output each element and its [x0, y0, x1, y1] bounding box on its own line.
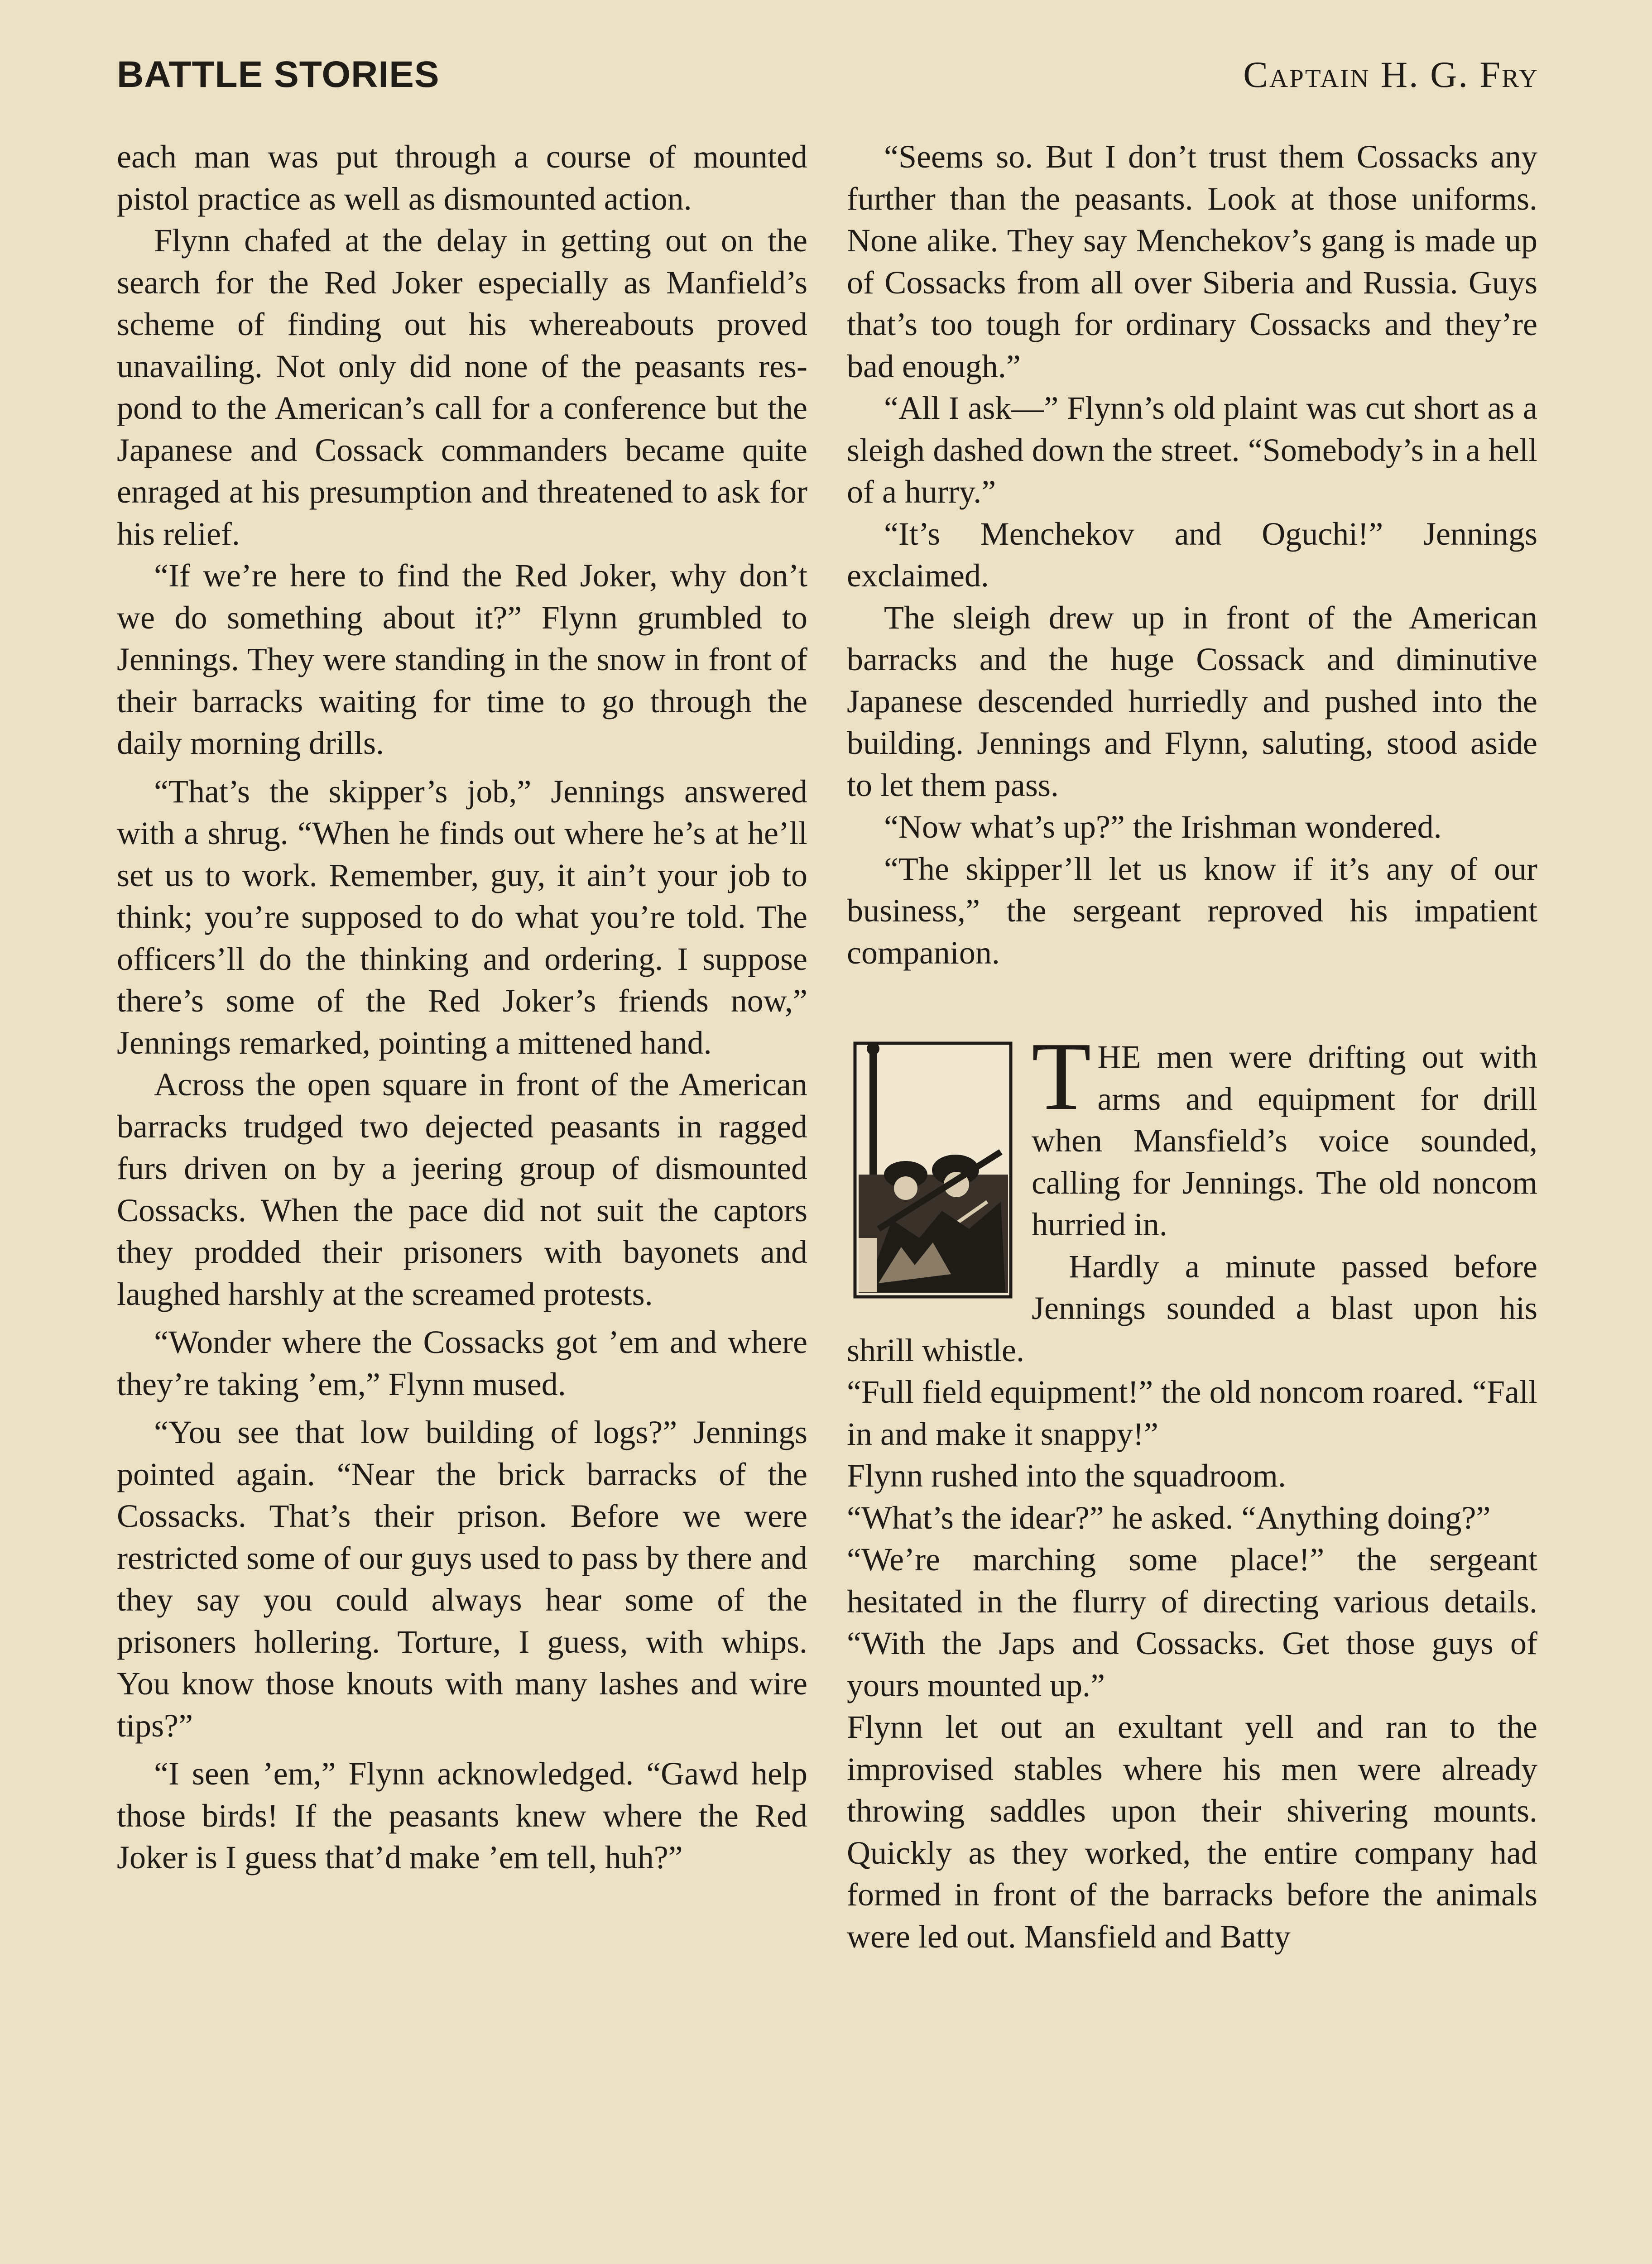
- paragraph: “Seems so. But I don’t trust them Cossacks any further than the peasants. Look at those uniforms. None alike. They say Menchekov’s gang is made up of Cossacks from all over Siberia and Russia. Guys that’s too tough for ordinary Cossacks and they’re bad enough.”: [847, 139, 1537, 384]
- paragraph: Flynn let out an exultant yell and ran to the improvised stables where his men were already throwing saddles upon their shivering mounts. Quickly as they worked, the entire company had formed in front of the barracks before the animals were led out. Mansfield and Batty: [847, 1709, 1537, 1955]
- right-column: [847, 136, 1537, 1957]
- paragraph: “If we’re here to find the Red Joker, why don’t we do something about it?” Flynn grumbled to Jennings. They were standing in the snow in front of their barracks waiting for time to go through the daily morning drills.: [117, 557, 807, 761]
- paragraph: “The skipper’ll let us know if it’s any of our business,” the sergeant reproved his impatient companion.: [847, 850, 1537, 971]
- paragraph: “Wonder where the Cossacks got ’em and where they’re taking ’em,” Flynn mused.: [117, 1324, 807, 1402]
- paragraph: “All I ask—” Flynn’s old plaint was cut short as a sleigh dashed down the street. “Somebody’s in a hell of a hurry.”: [847, 390, 1537, 510]
- paragraph: “Full field equipment!” the old noncom roared. “Fall in and make it snappy!”: [847, 1374, 1537, 1452]
- soldiers-illustration: [851, 1039, 1014, 1301]
- paragraph: Hardly a minute passed before Jennings sounded a blast upon his shrill whistle.: [847, 1248, 1537, 1368]
- paragraph: HE men were drifting out with arms and equipment for drill when Mansfield’s voice sounded, calling for Jennings. The old noncom hurried in.: [1032, 1039, 1537, 1242]
- paragraph: The sleigh drew up in front of the American barracks and the huge Cossack and diminutive Japanese descended hurriedly and pushed into the building. Jennings and Flynn, saluting, stood aside to let them pass.: [847, 599, 1537, 803]
- paragraph: Across the open square in front of the American barracks trudged two dejected peasants in ragged furs driven on by a jeering group of dismounted Cossacks. When the pace did not suit the captors they prodded their prisoners with bayonets and laughed harshly at the screamed protests.: [117, 1066, 807, 1312]
- drop-cap: T: [1032, 1022, 1091, 1130]
- magazine-title: BATTLE STORIES: [117, 54, 440, 95]
- paragraph: “It’s Menchekov and Oguchi!” Jennings exclaimed.: [847, 515, 1537, 594]
- paragraph: “I seen ’em,” Flynn acknowledged. “Gawd help those birds! If the peasants knew where the Red Joker is I guess that’d make ’em tell, huh?”: [117, 1756, 807, 1875]
- paragraph: each man was put through a course of mounted pistol practice as well as dismounted action.: [117, 139, 807, 217]
- paragraph: Flynn rushed into the squadroom.: [847, 1458, 1286, 1494]
- author-byline: Captain H. G. Fry: [1243, 54, 1539, 95]
- paragraph: “That’s the skipper’s job,” Jennings answered with a shrug. “When he finds out where he’s at he’ll set us to work. Remember, guy, it ain’t your job to think; you’re supposed to do what you’re told. The officers’ll do the thinking and ordering. I suppose there’s some of the Red Joker’s friends now,” Jennings remarked, pointing a mittened hand.: [117, 773, 807, 1061]
- paragraph: Flynn chafed at the delay in getting out on the search for the Red Joker especially as Manfield’s scheme of finding out his whereabouts proved unavailing. Not only did none of the peasants respond to the American’s call for a conference but the Japanese and Cossack commanders became quite enraged at his presumption and threatened to ask for his relief.: [117, 222, 807, 552]
- paragraph: “What’s the idear?” he asked. “Anything doing?”: [847, 1499, 1491, 1536]
- paragraph: “You see that low building of logs?” Jennings pointed again. “Near the brick barracks of the Cossacks. That’s their prison. Before we were restricted some of our guys used to pass by there and they say you could always hear some of the prisoners hollering. Torture, I guess, with whips. You know those knouts with many lashes and wire tips?”: [117, 1414, 807, 1744]
- section-break: [847, 1022, 1537, 1957]
- paragraph: “We’re marching some place!” the sergeant hesitated in the flurry of directing various details. “With the Japs and Cossacks. Get those guys of yours mounted up.”: [847, 1541, 1537, 1703]
- left-column: [117, 136, 807, 1879]
- paragraph: “Now what’s up?” the Irishman wondered.: [884, 809, 1442, 845]
